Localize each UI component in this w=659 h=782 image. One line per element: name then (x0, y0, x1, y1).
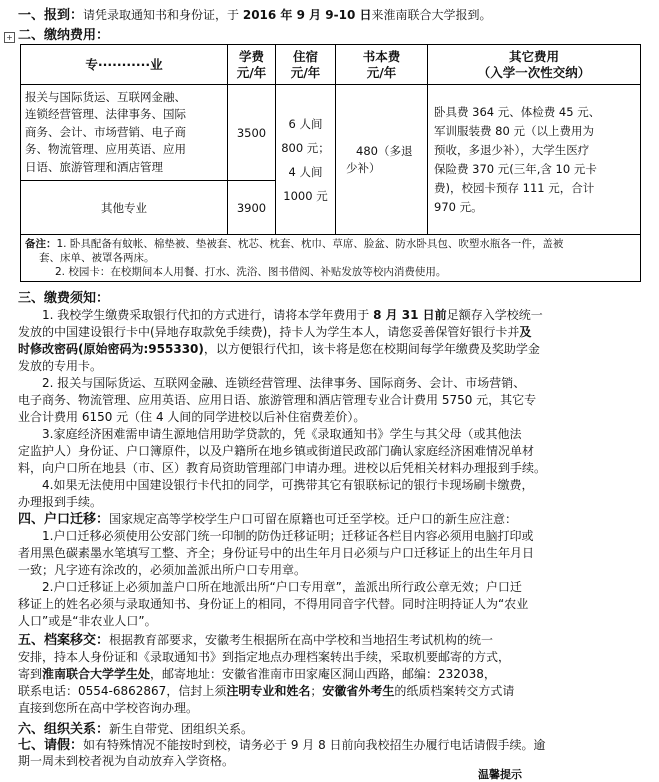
notes3-p2-l1: 2. 报关与国际货运、互联网金融、连锁经营管理、法律事务、国际商务、会计、市场营销、 (42, 376, 526, 390)
notes4-l2: 者用黑色碳素墨水笔填写工整、齐全；身份证号中的出生年月日必须与户口迁移证上的出生年月日 (18, 546, 535, 560)
header-lodging: 住宿 元/年 (276, 45, 336, 85)
section-3-title-line (18, 291, 638, 306)
header-major: 专···········业 (21, 45, 228, 85)
books-cell: 480（多退 少补） (336, 85, 428, 235)
header-books: 书本费 元/年 (336, 45, 428, 85)
notes3-p4-l2: 办理报到手续。 (18, 495, 103, 509)
table-note-row (21, 235, 641, 282)
registration-text-b: 来淮南联合大学报到。 (371, 8, 492, 22)
row2-tuition: 3900 (228, 181, 276, 235)
notes3-p1-l4: 发放的专用卡。 (18, 359, 103, 373)
section-7-line: 七、请假：如有特殊情况不能按时到校，请务必于 9 月 8 日前向我校招生办履行电话请假手续。逾 (18, 738, 546, 753)
other-fees-cell: 卧具费 364 元、体检费 45 元、 军训服装费 80 元（以上费用为 预收，多退少补），大学生医疗 保险费 370 元(三年,含 10 元卡 费)，校园卡预存 111 元，合计 970 元。 (428, 85, 641, 235)
notes3-p1-l1: 1. 我校学生缴费采取银行代扣的方式进行，请将本学年费用于 8 月 31 日前足额存入学校统一 (42, 308, 543, 322)
section-1-registration (18, 8, 638, 23)
registration-text-a: 请凭录取通知书和身份证，于 (83, 8, 243, 22)
notes3-p3-l3: 料，向户口所在地县（市、区）教育局资助管理部门申请办理。进校以后凭相关材料办理报到手续。 (18, 461, 547, 475)
registration-date: 2016 年 9 月 9-10 日 (242, 8, 372, 22)
section-6-title: 六、组织关系： (18, 722, 110, 737)
notes3-p2-l3: 业合计费用 6150 元（住 4 人间的同学进校以后补住宿费差价）。 (18, 410, 366, 424)
row1-major-list: 报关与国际货运、互联网金融、 连锁经营管理、法律事务、国际 商务、会计、市场营销、电子商 务、物流管理、应用英语、应用 日语、旅游管理和酒店管理 (21, 85, 228, 181)
section-4-title-line (18, 512, 638, 527)
fee-table (20, 44, 641, 282)
section-7-title: 七、请假： (18, 738, 84, 753)
notes5-l4: 联系电话：0554-6862867，信封上须注明专业和姓名；安徽省外考生的纸质档案转交方式请 (18, 684, 515, 698)
note-label: 备注： (25, 238, 57, 250)
notes3-p3-l2: 定监护人）身份证、户口簿原件，以及户籍所在地乡镇或街道民政部门确认家庭经济困难情况单材 (18, 444, 535, 458)
section-6-line: 六、组织关系：新生自带党、团组织关系。 (18, 722, 254, 737)
notes3-p1-l2: 发放的中国建设银行卡中(异地存取款免手续费)，持卡人为学生本人，请您妥善保管好银行卡并及 (18, 325, 532, 339)
notes4-l1: 1.户口迁移必须使用公安部门统一印制的防伪迁移证明；迁移证各栏目内容必须用电脑打印或 (42, 529, 534, 543)
row1-tuition: 3500 (228, 85, 276, 181)
row2-major: 其他专业 (21, 181, 228, 235)
notes3-p1-l3: 时修改密码(原始密码为:955330)，以方便银行代扣，该卡将是您在校期间每学年缴费及奖助学金 (18, 342, 540, 356)
table-row (21, 85, 641, 181)
note-line-3: 2. 校园卡：在校期间本人用餐、打水、洗浴、图书借阅、补贴发放等校内消费使用。 (55, 266, 447, 278)
table-move-handle-icon[interactable]: + (4, 32, 15, 43)
footer-fragment: 温馨提示 (478, 768, 522, 781)
fee-table-header (21, 45, 641, 85)
notes5-l3: 寄到淮南联合大学学生处，邮寄地址：安徽省淮南市田家庵区洞山西路，邮编：232038， (18, 667, 496, 681)
note-line-2: 套、床单、被罩各两床。 (39, 252, 155, 264)
notes3-p3-l1: 3.家庭经济困难需申请生源地信用助学贷款的，凭《录取通知书》学生与其父母（或其他法 (42, 427, 522, 441)
notes4-l6: 人口”或是“非农业人口”。 (18, 614, 157, 628)
section-2-title: 二、缴纳费用： (18, 28, 110, 43)
header-tuition: 学费 元/年 (228, 45, 276, 85)
section-4-title: 四、户口迁移： (18, 512, 110, 527)
section-5-title: 五、档案移交： (18, 633, 110, 648)
notes3-p4-l1: 4.如果无法使用中国建设银行卡代扣的同学，可携带其它有银联标记的银行卡现场刷卡缴费， (42, 478, 534, 492)
section-7-line-2: 期一周未到校者视为自动放弃入学资格。 (18, 754, 235, 768)
section-3-title: 三、缴费须知： (18, 291, 110, 306)
notes5-l1: 五、档案移交：根据教育部要求，安徽考生根据所在高中学校和当地招生考试机构的统一 (18, 633, 494, 648)
section-4-intro: 国家规定高等学校学生户口可留在原籍也可迁至学校。迁户口的新生应注意： (109, 512, 518, 526)
notes3-p2-l2: 电子商务、物流管理、应用英语、应用日语、旅游管理和酒店管理专业合计费用 5750 元，其它专 (18, 393, 537, 407)
notes5-l5: 直接到您所在高中学校咨询办理。 (18, 701, 199, 715)
section-2-fees (18, 28, 638, 43)
header-other: 其它费用 （入学一次性交纳） (428, 45, 641, 85)
notes5-l2: 安排，持本人身份证和《录取通知书》到指定地点办理档案转出手续，采取机要邮寄的方式， (18, 650, 511, 664)
lodging-cell: 6 人间 800 元； 4 人间 1000 元 (276, 85, 336, 235)
table-note (21, 235, 641, 282)
note-line-1: 1. 卧具配备有蚊帐、棉垫被、垫被套、枕芯、枕套、枕巾、草席、脸盆、防水卧具包、吹塑水瓶各一件，盖被 (56, 238, 564, 250)
notes4-l5: 移证上的姓名必须与录取通知书、身份证上的相同，不得用同音字代替。同时注明持证人为“农业 (18, 597, 529, 611)
notes4-l4: 2.户口迁移证上必须加盖户口所在地派出所“户口专用章”，盖派出所行政公章无效；户口迁 (42, 580, 522, 594)
notes4-l3: 一致；凡字迹有涂改的，必须加盖派出所户口专用章。 (18, 563, 307, 577)
section-1-title: 一、报到： (18, 8, 84, 23)
